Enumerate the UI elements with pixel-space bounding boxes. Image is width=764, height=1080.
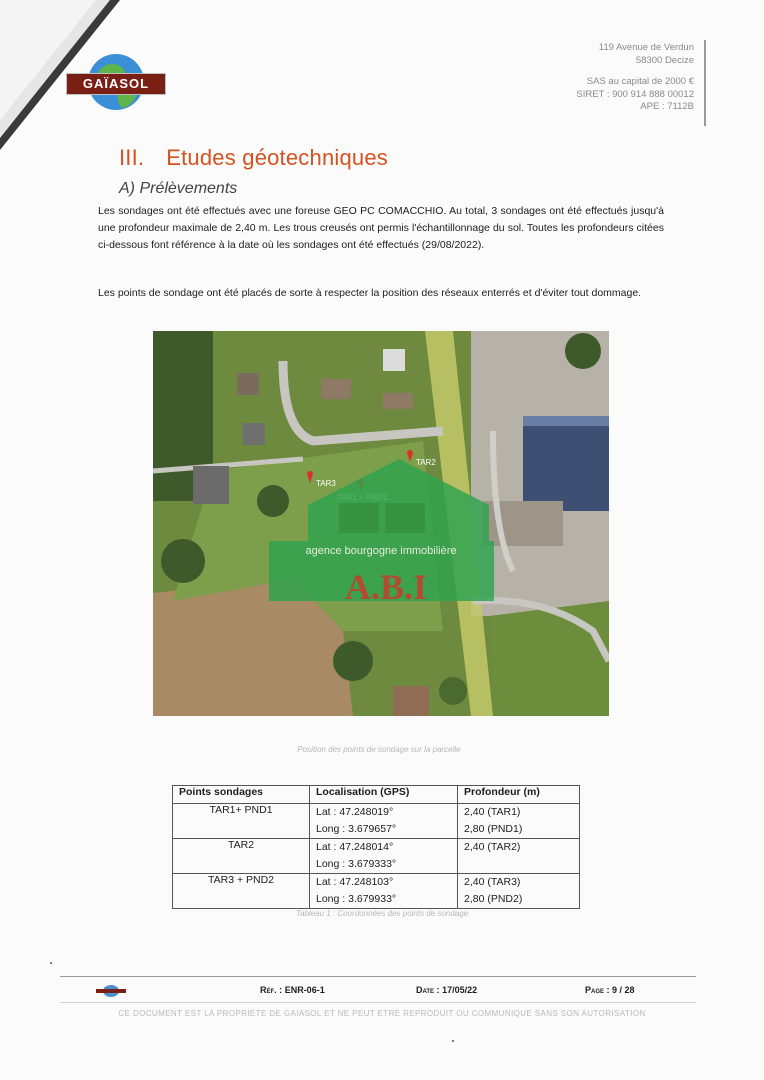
- company-ape-line: APE : 7112B: [640, 101, 694, 113]
- paragraph-placement: Les points de sondage ont été placés de sorte à respecter la position des réseaux enterrés et d'éviter tout dommage.: [98, 287, 642, 299]
- footer-date: [416, 985, 477, 995]
- footer-page: [585, 985, 635, 995]
- paragraph-sondages: Les sondages ont été effectués avec une foreuse GEO PC COMACCHIO. Au total, 3 sondages ont été effectués jusqu'à une profondeur maximale de 2,40 m. Les trous creusés ont permis l'échantillonnage du sol. Toutes les profondeurs citées ci-dessous font référence à la date où les sondages ont été effectués (29/08/2022).: [98, 205, 664, 251]
- footer-page-value: 9 / 28: [612, 985, 635, 995]
- cell-point: TAR2: [173, 839, 310, 874]
- company-info: [576, 42, 694, 114]
- footer-logo-icon: [96, 984, 126, 998]
- cell-gps: [310, 839, 458, 874]
- cell-gps: [310, 874, 458, 909]
- company-city-line: 58300 Decize: [635, 54, 694, 66]
- cell-long: Long : 3.679657°: [316, 823, 397, 835]
- cell-depth-2: 2,80 (PND2): [464, 893, 523, 905]
- gaiasol-logo: [66, 50, 170, 116]
- aerial-photo: [153, 331, 609, 716]
- footer-date-label: Date :: [416, 985, 440, 995]
- cell-point: TAR3 + PND2: [173, 874, 310, 909]
- scan-speck: [452, 1040, 454, 1042]
- header-depth: Profondeur (m): [458, 786, 580, 804]
- marker-tar3-label: TAR3: [316, 479, 336, 488]
- footer-confidentiality-note: CE DOCUMENT EST LA PROPRIETE DE GAIASOL ET NE PEUT ETRE REPRODUIT OU COMMUNIQUE SANS SON AUTORISATION: [118, 1009, 646, 1018]
- cell-long: Long : 3.679333°: [316, 858, 397, 870]
- section-heading: [119, 145, 388, 171]
- photo-caption: Position des points de sondage sur la parcelle: [297, 745, 461, 754]
- cell-lat: Lat : 47.248103°: [316, 876, 394, 888]
- header-gps: Localisation (GPS): [310, 786, 458, 804]
- header-points: Points sondages: [173, 786, 310, 804]
- cell-depth-1: 2,40 (TAR3): [464, 876, 521, 888]
- gps-table: [172, 785, 580, 909]
- table-row: [173, 874, 580, 909]
- subsection-heading: A) Prélèvements: [119, 180, 238, 197]
- watermark-brand: A.B.I: [344, 567, 428, 607]
- cell-depth-1: 2,40 (TAR1): [464, 806, 521, 818]
- footer-divider: [60, 976, 696, 977]
- company-capital-line: SAS au capital de 2000 €: [586, 76, 694, 88]
- watermark-agency-text: agence bourgogne immobilière: [305, 545, 457, 557]
- table-caption: Tableau 1 : Coordonnées des points de sondage: [295, 909, 469, 918]
- footer-divider-2: [60, 1002, 696, 1003]
- scan-speck: [50, 962, 52, 964]
- section-number: III.: [119, 145, 145, 170]
- footer-ref-value: ENR-06-1: [284, 985, 325, 995]
- cell-long: Long : 3.679933°: [316, 893, 397, 905]
- cell-depth: [458, 839, 580, 874]
- footer-ref: [260, 985, 325, 995]
- logo-wordmark: GAÏASOL: [66, 73, 166, 95]
- cell-depth: [458, 804, 580, 839]
- cell-point: TAR1+ PND1: [173, 804, 310, 839]
- section-title: Etudes géotechniques: [166, 145, 388, 170]
- cell-lat: Lat : 47.248019°: [316, 806, 394, 818]
- footer-page-label: Page :: [585, 985, 610, 995]
- footer-date-value: 17/05/22: [442, 985, 478, 995]
- cell-depth: [458, 874, 580, 909]
- cell-depth-1: 2,40 (TAR2): [464, 841, 521, 853]
- cell-lat: Lat : 47.248014°: [316, 841, 394, 853]
- company-siret-line: SIRET : 900 914 888 00012: [576, 88, 694, 100]
- company-address-line: 119 Avenue de Verdun: [598, 42, 694, 53]
- cell-depth-2: 2,80 (PND1): [464, 823, 523, 835]
- marker-tar2-label: TAR2: [416, 458, 436, 467]
- table-row: [173, 804, 580, 839]
- header-divider: [704, 40, 706, 126]
- table-row: [173, 839, 580, 874]
- cell-gps: [310, 804, 458, 839]
- footer-ref-label: Réf. :: [260, 985, 283, 995]
- table-header-row: [173, 786, 580, 804]
